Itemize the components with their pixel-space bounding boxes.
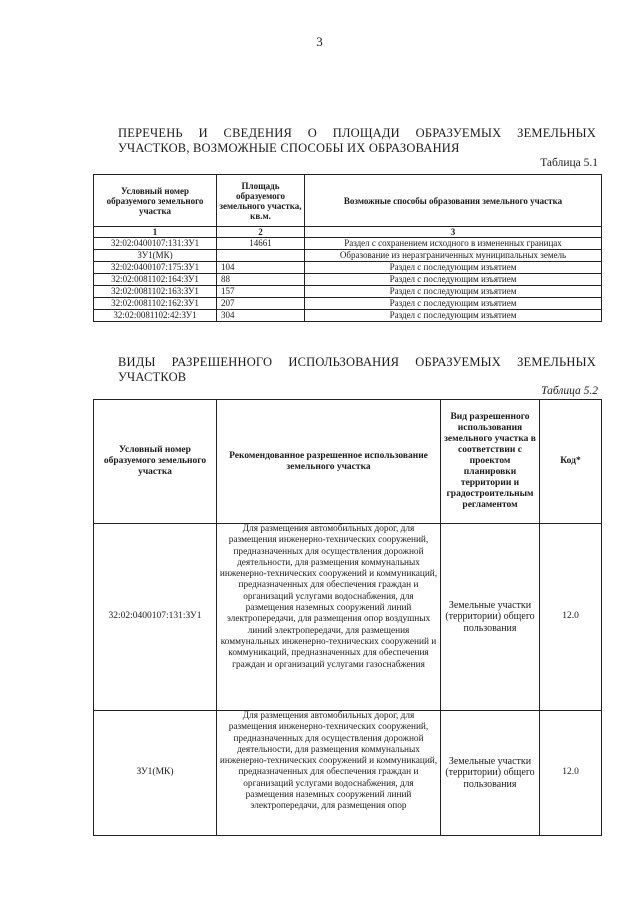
plot-method: Раздел с последующим изъятием [305, 298, 602, 310]
recommended-use: Для размещения автомобильных дорог, для размещения инженерно-технических сооружений, предназначенных для осуществления дорожной деятельности, для размещения коммунальных инженерно-технических сооружений и коммуникаций, предназначенных для обеспечения граждан и организаций услугами водоснабжения, для размещения наземных сооружений линий электропередачи, для размещения опор воздушных линий электропередачи, для размещения коммунальных инженерно-технических сооружений и коммуникаций, предназначенных для обеспечения граждан и организаций услугами газоснабжения [217, 524, 441, 711]
plot-area [217, 250, 305, 262]
plot-method: Раздел с последующим изъятием [305, 274, 602, 286]
plot-method: Раздел с последующим изъятием [305, 310, 602, 322]
plot-area: 14661 [217, 238, 305, 250]
plot-area: 88 [217, 274, 305, 286]
table-row [94, 250, 602, 262]
plot-method: Образование из неразграниченных муниципальных земель [305, 250, 602, 262]
use-code: 12.0 [540, 524, 602, 711]
column-number: 1 [94, 227, 217, 238]
column-header-permitted-use-kind: Вид разрешенного использования земельного участка в соответствии с проектом планировки территории и градостроительным регламентом [441, 400, 540, 524]
table-row [94, 262, 602, 274]
table-row [94, 310, 602, 322]
plot-area: 157 [217, 286, 305, 298]
table-row [94, 286, 602, 298]
plot-id: 32:02:0081102:163:ЗУ1 [94, 286, 217, 298]
column-number: 2 [217, 227, 305, 238]
section1-heading-line2: УЧАСТКОВ, ВОЗМОЖНЫЕ СПОСОБЫ ИХ ОБРАЗОВАНИЯ [118, 141, 460, 155]
permitted-use-kind: Земельные участки (территории) общего пользования [441, 711, 540, 836]
page-number: 3 [316, 34, 323, 49]
column-header-code: Код* [540, 400, 602, 524]
column-header-area: Площадь образуемого земельного участка, кв.м. [217, 175, 305, 227]
section2-heading-line2: УЧАСТКОВ [118, 370, 187, 384]
permitted-use-table [93, 399, 602, 836]
column-header-id: Условный номер образуемого земельного участка [94, 400, 217, 524]
section1-heading-line1: ПЕРЕЧЕНЬ И СВЕДЕНИЯ О ПЛОЩАДИ ОБРАЗУЕМЫХ ЗЕМЕЛЬНЫХ [118, 126, 596, 140]
plot-id: ЗУ1(МК) [94, 711, 217, 836]
table-row [94, 238, 602, 250]
plot-id: 32:02:0400107:175:ЗУ1 [94, 262, 217, 274]
column-number-row [94, 227, 602, 238]
table-row [94, 274, 602, 286]
column-header-id: Условный номер образуемого земельного участка [94, 175, 217, 227]
table-header-row [94, 400, 602, 524]
plot-id: 32:02:0081102:42:ЗУ1 [94, 310, 217, 322]
recommended-use-text: Для размещения автомобильных дорог, для размещения инженерно-технических сооружений, предназначенных для осуществления дорожной деятельности, для размещения коммунальных инженерно-технических сооружений и коммуникаций, предназначенных для обеспечения граждан и организаций услугами водоснабжения, для размещения наземных сооружений линий электропередачи, для размещения опор [219, 711, 438, 812]
table-row [94, 711, 602, 836]
plot-area: 207 [217, 298, 305, 310]
table-header-row [94, 175, 602, 227]
plot-id: ЗУ1(МК) [94, 250, 217, 262]
table-row [94, 524, 602, 711]
section2-heading-line1: ВИДЫ РАЗРЕШЕННОГО ИСПОЛЬЗОВАНИЯ ОБРАЗУЕМЫХ ЗЕМЕЛЬНЫХ [118, 355, 596, 369]
plot-id: 32:02:0081102:162:ЗУ1 [94, 298, 217, 310]
table-row [94, 298, 602, 310]
permitted-use-kind: Земельные участки (территории) общего пользования [441, 524, 540, 711]
plot-area: 304 [217, 310, 305, 322]
plot-id: 32:02:0081102:164:ЗУ1 [94, 274, 217, 286]
land-plots-table [93, 174, 602, 322]
plot-method: Раздел с последующим изъятием [305, 286, 602, 298]
column-header-recommended-use: Рекомендованное разрешенное использование земельного участка [217, 400, 441, 524]
plot-id: 32:02:0400107:131:ЗУ1 [94, 524, 217, 711]
plot-area: 104 [217, 262, 305, 274]
recommended-use [217, 711, 441, 836]
column-number: 3 [305, 227, 602, 238]
column-header-method: Возможные способы образования земельного участка [305, 175, 602, 227]
table2-caption: Таблица 5.2 [541, 385, 598, 397]
plot-id: 32:02:0400107:131:ЗУ1 [94, 238, 217, 250]
plot-method: Раздел с сохранением исходного в измененных границах [305, 238, 602, 250]
plot-method: Раздел с последующим изъятием [305, 262, 602, 274]
use-code: 12.0 [540, 711, 602, 836]
table1-caption: Таблица 5.1 [540, 157, 598, 169]
